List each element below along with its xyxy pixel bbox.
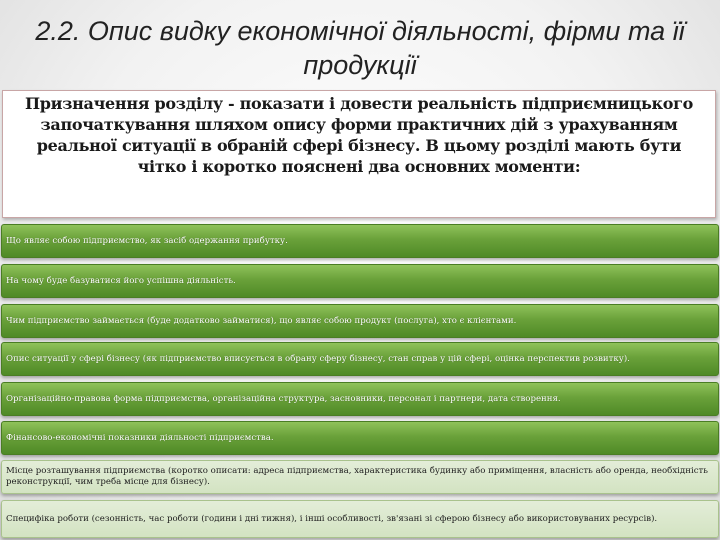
list-item-text: Місце розташування підприємства (коротко описати: адреса підприємства, характеристика будинку або приміщення, власність або оренда, необхідність реконструкції, чим треба місце для бізнесу). bbox=[6, 466, 708, 487]
list-item-text: На чому буде базуватися його успішна діяльність. bbox=[6, 275, 236, 286]
slide-title: 2.2. Опис видку економічної діяльності, фірми та її продукції bbox=[35, 16, 685, 80]
list-item-text: Організаційно-правова форма підприємства, організаційна структура, засновники, персонал і партнери, дата створення. bbox=[6, 393, 561, 404]
list-item-text: Що являє собою підприємство, як засіб одержання прибутку. bbox=[6, 235, 288, 246]
list-item bbox=[1, 224, 719, 258]
list-item bbox=[1, 421, 719, 455]
list-item bbox=[1, 304, 719, 338]
list-item bbox=[1, 264, 719, 298]
list-item bbox=[1, 342, 719, 376]
list-item bbox=[1, 500, 719, 538]
list-item-text: Специфіка роботи (сезонність, час роботи (години і дні тижня), і інші особливості, зв'язані зі сферою бізнесу або використовуваних ресурсів). bbox=[6, 513, 658, 524]
list-item-text: Фінансово-економічні показники діяльності підприємства. bbox=[6, 432, 274, 443]
list-item-text: Опис ситуації у сфері бізнесу (як підприємство вписується в обрану сферу бізнесу, стан справ у цій сфері, оцінка перспектив розвитку). bbox=[6, 353, 630, 364]
list-item bbox=[1, 460, 719, 494]
list-item bbox=[1, 382, 719, 416]
intro-text: Призначення розділу - показати і довести реальність підприємницького започаткування шляхом опису форми практичних дій з урахуванням реальної ситуації в обраній сфері бізнесу. В цьому розділі мають бути чітко і коротко пояснені два основних моменти: bbox=[24, 94, 694, 176]
list-item-text: Чим підприємство займається (буде додатково займатися), що являє собою продукт (послуга), хто є клієнтами. bbox=[6, 315, 517, 326]
